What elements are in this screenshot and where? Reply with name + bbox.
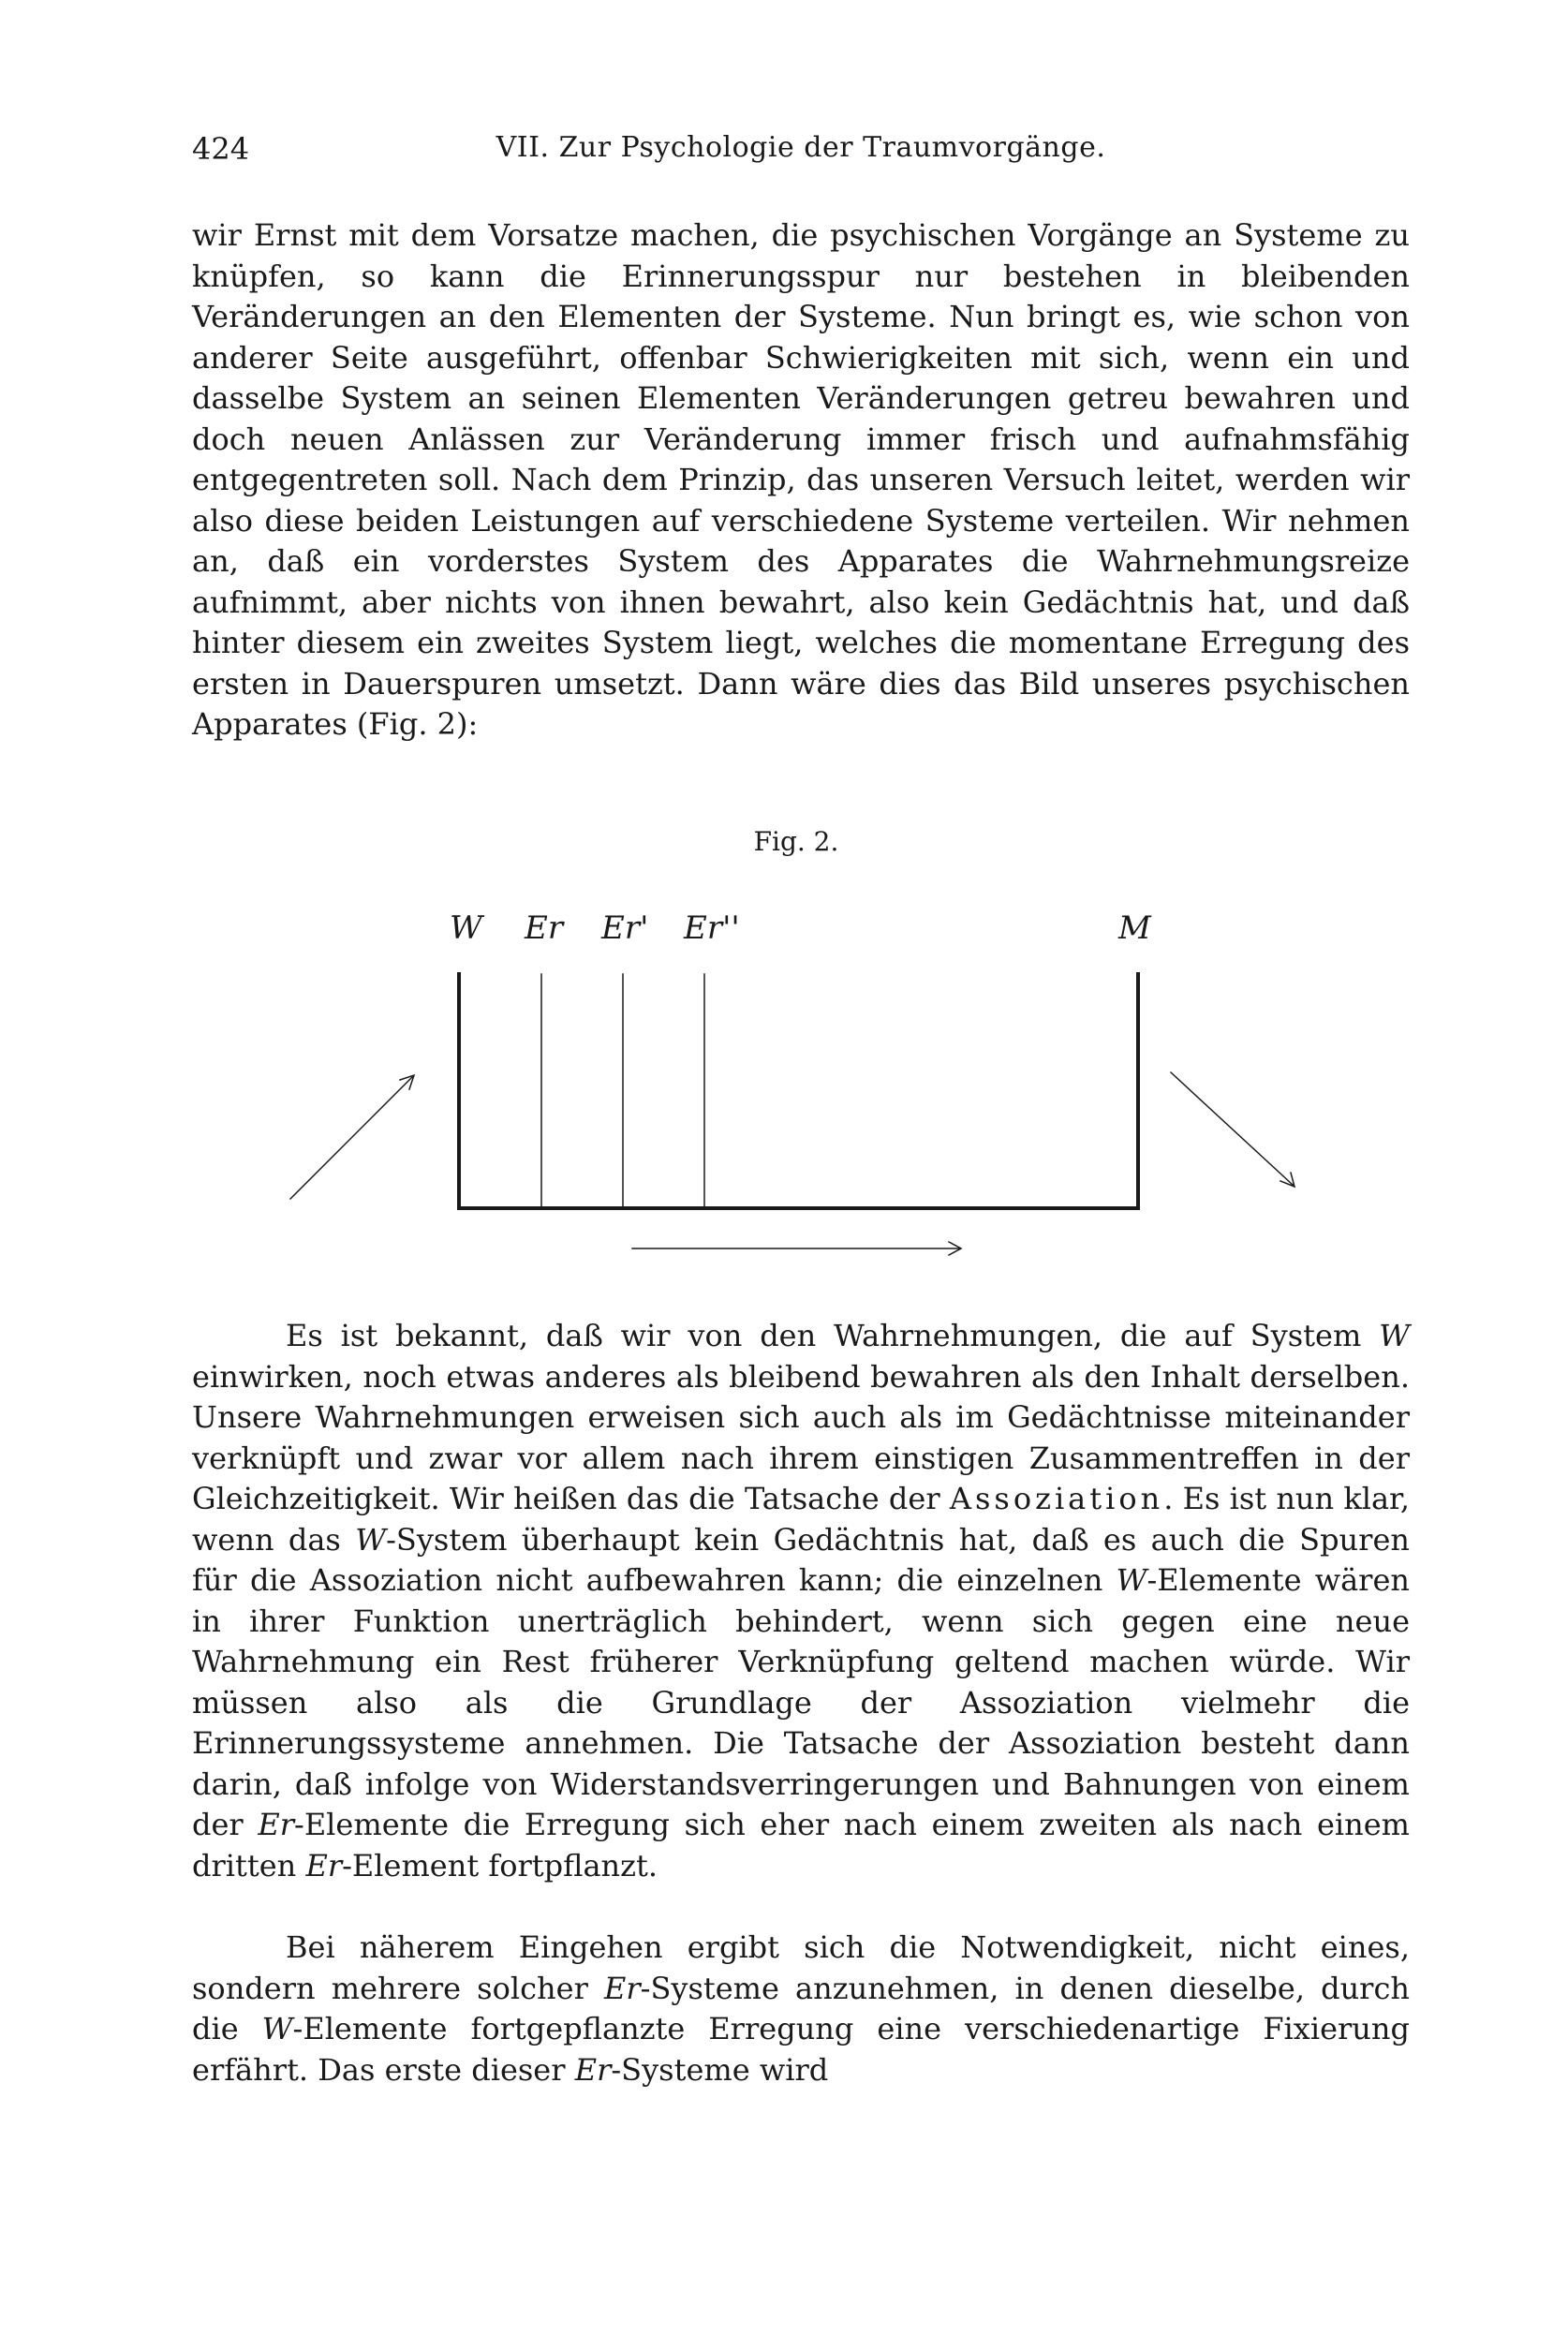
italic-term: W [1116,1562,1147,1598]
italic-term: W [261,2011,293,2046]
text-run: Es ist bekannt, daß wir von den Wahrnehmungen, die auf System [286,1318,1380,1353]
italic-term: Er [574,2051,612,2088]
text-run: -Systeme wird [611,2051,829,2088]
label-er-prime: Er' [601,909,649,947]
italic-term: W [1379,1318,1410,1353]
text-run: -Element fortpflanzt. [342,1847,658,1883]
italic-term: Er [603,1970,641,2006]
text-run: -Elemente wären in ihrer Funktion unerträglich behindert, wenn sich gegen eine neue Wahrnehmung ein Rest früherer Verknüpfung geltend machen würde. Wir müssen also als die Grundlage der Assoziation vielmehr die Erinnerungssysteme annehmen. Die Tatsache der Assoziation besteht dann darin, daß infolge von Widerstandsverringerungen und Bahnungen von einem der [192,1562,1411,1842]
text-run: . Es ist nun klar, wenn das [192,1481,1411,1558]
text-run: -Systeme anzunehmen, in denen dieselbe, durch die [192,1970,1411,2046]
text-run: -Elemente fortgepflanzte Erregung eine verschiedenartige Fixierung erfährt. Das erste dieser [192,2011,1411,2088]
running-title: VII. Zur Psychologie der Traumvorgänge. [496,131,1106,164]
page-number: 424 [192,131,250,167]
figure-caption: Fig. 2. [753,826,839,857]
text-run: einwirken, noch etwas anderes als bleibend bewahren als den Inhalt derselben. Unsere Wahrnehmungen erweisen sich auch als im Gedächtnisse miteinander verknüpft und zwar vor allem nach ihrem einstigen Zusammentreffen in der Gleichzeitigkeit. Wir heißen das die Tatsache der [192,1358,1410,1516]
label-er-double-prime: Er'' [684,909,740,947]
paragraph-1: wir Ernst mit dem Vorsatze machen, die psychischen Vorgänge an Systeme zu knüpfen, so kann die Erinnerungsspur nur bestehen in bleibenden Veränderungen an den Elementen der Systeme. Nun bringt es, wie schon von anderer Seite ausgeführt, offenbar Schwierigkeiten mit sich, wenn ein und dasselbe System an seinen Elementen Veränderungen getreu bewahren und doch neuen Anlässen zur Veränderung immer frisch und aufnahmsfähig entgegentreten soll. Nach dem Prinzip, das unseren Versuch leitet, werden wir also diese beiden Leistungen auf verschiedene Systeme verteilen. Wir nehmen an, daß ein vorderstes System des Apparates die Wahrnehmungsreize aufnimmt, aber nichts von ihnen bewahrt, also kein Gedächtnis hat, und daß hinter diesem ein zweites System liegt, welches die momentane Erregung des ersten in Dauerspuren umsetzt. Dann wäre dies das Bild unseres psychischen Apparates (Fig. 2): [192,217,1410,742]
text-run: Bei näherem Eingehen ergibt sich die Notwendigkeit, nicht eines, sondern mehrere solcher [192,1929,1410,2006]
label-w: W [450,909,482,947]
paragraph-2 [192,1316,1410,1886]
output-arrow-line [1171,1072,1293,1185]
page-header [192,131,1410,172]
psychic-apparatus-diagram [272,899,1321,1274]
italic-term: Er [305,1847,343,1883]
label-m: M [1118,909,1151,947]
text-run: -System überhaupt kein Gedächtnis hat, daß es auch die Spuren für die Assoziation nicht aufbewahren kann; die einzelnen [192,1521,1411,1598]
spaced-term: Assoziation [949,1481,1164,1516]
paragraph-3 [192,1928,1410,2090]
input-arrow-line [290,1077,412,1199]
text-run: -Elemente die Erregung sich eher nach einem zweiten als nach einem dritten [192,1807,1411,1883]
label-er: Er [525,909,564,947]
italic-term: Er [258,1807,294,1842]
italic-term: W [355,1521,387,1558]
